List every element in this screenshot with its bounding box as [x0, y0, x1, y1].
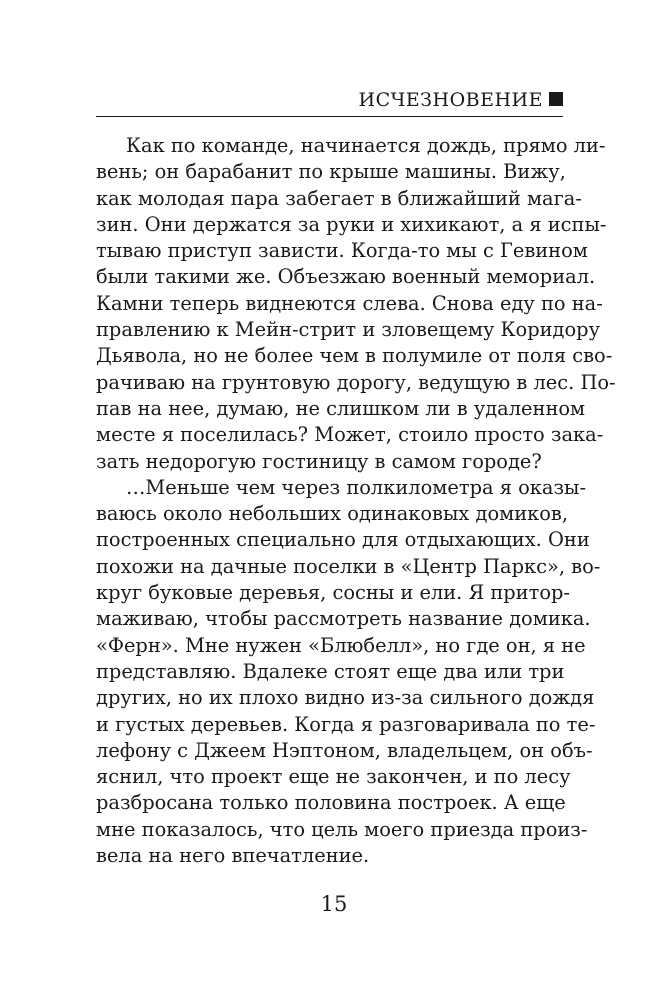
text-line: вела на него впечатление. [96, 844, 370, 868]
text-line: как молодая пара забегает в ближайший мага- [96, 186, 582, 210]
running-header [96, 88, 563, 112]
text-line: маживаю, чтобы рассмотреть название домика. [96, 607, 591, 631]
paragraph [96, 475, 601, 869]
text-line: лефону с Джеем Нэптоном, владельцем, он объ- [96, 738, 593, 762]
text-line: Камни теперь виднеются слева. Снова еду по на- [96, 291, 603, 315]
page-number: 15 [320, 892, 348, 916]
text-line: вень; он барабанит по крыше машины. Вижу, [96, 160, 566, 184]
text-line: Дьявола, но не более чем в полумиле от поля сво- [96, 344, 613, 368]
text-line: были такими же. Объезжаю военный мемориал. [96, 265, 596, 289]
text-line: тываю приступ зависти. Когда-то мы с Гевином [96, 239, 588, 263]
text-line: похожи на дачные поселки в «Центр Паркс», во- [96, 554, 601, 578]
text-line: Как по команде, начинается дождь, прямо ли- [126, 134, 606, 157]
text-line: разбросана только половина построек. А еще [96, 791, 566, 815]
square-bullet-icon [549, 92, 563, 106]
body-text [96, 133, 616, 869]
text-line: правлению к Мейн-стрит и зловещему Коридору [96, 318, 600, 342]
text-line: яснил, что проект еще не закончен, и по лесу [96, 765, 571, 789]
header-rule [96, 116, 563, 117]
text-line: других, но их плохо видно из-за сильного дождя [96, 686, 595, 710]
text-line: рачиваю на грунтовую дорогу, ведущую в лес. По- [96, 370, 616, 394]
text-line: и густых деревьев. Когда я разговаривала по те- [96, 712, 596, 736]
text-line: месте я поселилась? Может, стоило просто зака- [96, 423, 604, 447]
text-line: «Ферн». Мне нужен «Блюбелл», но где он, я не [96, 633, 586, 657]
text-line: представляю. Вдалеке стоят еще два или три [96, 659, 565, 683]
text-line: круг буковые деревья, сосны и ели. Я притор- [96, 581, 570, 605]
text-line: зать недорогую гостиницу в самом городе? [96, 449, 542, 473]
text-line: …Меньше чем через полкилометра я оказы- [126, 475, 587, 499]
text-line: зин. Они держатся за руки и хихикают, а я испы- [96, 212, 607, 236]
running-title: ИСЧЕЗНОВЕНИЕ [358, 89, 543, 111]
text-line: мне показалось, что цель моего приезда произ- [96, 817, 588, 841]
text-line: ваюсь около небольших одинаковых домиков, [96, 502, 568, 526]
paragraph [96, 133, 616, 475]
text-line: пав на нее, думаю, не слишком ли в удаленном [96, 396, 586, 420]
text-line: построенных специально для отдыхающих. Они [96, 528, 590, 552]
